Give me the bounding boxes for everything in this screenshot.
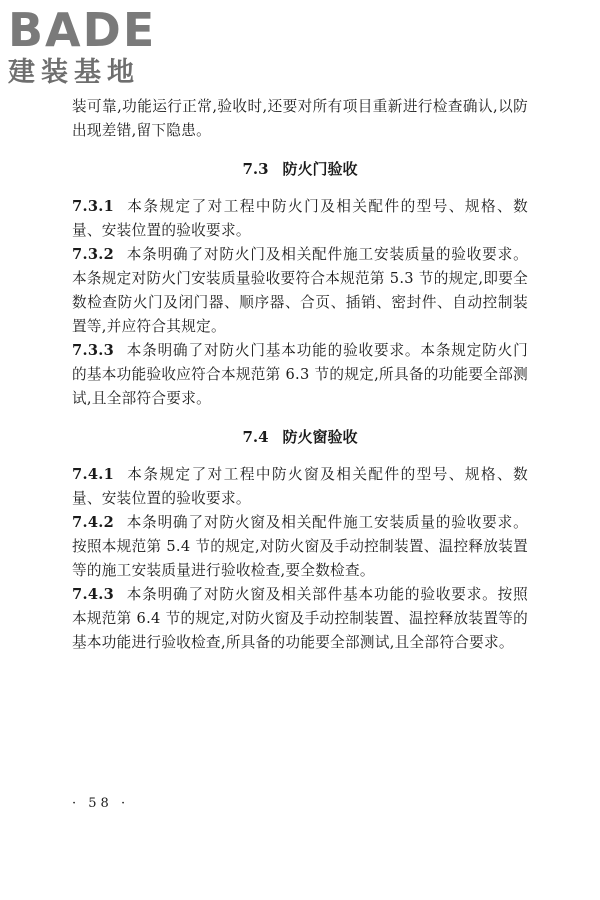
clause-number: 7.4.3 bbox=[72, 586, 115, 603]
clause-text: 本条明确了对防火窗及相关配件施工安装质量的验收要求。按照本规范第 5.4 节的规定,对防火窗及手动控制装置、温控释放装置等的施工安装质量进行验收检查,要全数检查。 bbox=[72, 514, 528, 579]
clause-text: 本条明确了对防火窗及相关部件基本功能的验收要求。按照本规范第 6.4 节的规定,对防火窗及手动控制装置、温控释放装置等的基本功能进行验收检查,所具备的功能要全部测试,且全部符合要求。 bbox=[72, 586, 528, 651]
logo-wordmark: BADE bbox=[8, 3, 157, 57]
intro-paragraph: 装可靠,功能运行正常,验收时,还要对所有项目重新进行检查确认,以防出现差错,留下隐患。 bbox=[72, 98, 528, 139]
document-body bbox=[72, 95, 528, 655]
section-title: 防火门验收 bbox=[282, 160, 358, 178]
clause-number: 7.4.1 bbox=[72, 466, 115, 483]
section-title: 防火窗验收 bbox=[282, 428, 358, 446]
clause-7-4-2 bbox=[72, 511, 528, 583]
logo-subtitle: 建装基地 bbox=[8, 57, 140, 88]
clause-text: 本条规定了对工程中防火门及相关配件的型号、规格、数量、安装位置的验收要求。 bbox=[72, 198, 528, 239]
section-number: 7.4 bbox=[242, 428, 269, 446]
section-heading-7-3 bbox=[72, 157, 528, 181]
section-heading-7-4 bbox=[72, 425, 528, 449]
clause-7-4-1 bbox=[72, 463, 528, 511]
clause-7-4-3 bbox=[72, 583, 528, 655]
clause-7-3-3 bbox=[72, 339, 528, 411]
clause-number: 7.3.3 bbox=[72, 342, 115, 359]
clause-text: 本条规定了对工程中防火窗及相关配件的型号、规格、数量、安装位置的验收要求。 bbox=[72, 466, 528, 507]
page-number: · 58 · bbox=[72, 796, 130, 811]
logo bbox=[8, 3, 178, 90]
clause-text: 本条明确了对防火门及相关配件施工安装质量的验收要求。本条规定对防火门安装质量验收要符合本规范第 5.3 节的规定,即要全数检查防火门及闭门器、顺序器、合页、插销、密封件、自动控制装置等,并应符合其规定。 bbox=[72, 246, 528, 335]
clause-number: 7.4.2 bbox=[72, 514, 115, 531]
clause-text: 本条明确了对防火门基本功能的验收要求。本条规定防火门的基本功能验收应符合本规范第 6.3 节的规定,所具备的功能要全部测试,且全部符合要求。 bbox=[72, 342, 528, 407]
section-number: 7.3 bbox=[242, 160, 269, 178]
clause-7-3-1 bbox=[72, 195, 528, 243]
clause-7-3-2 bbox=[72, 243, 528, 339]
clause-number: 7.3.1 bbox=[72, 198, 115, 215]
clause-number: 7.3.2 bbox=[72, 246, 115, 263]
